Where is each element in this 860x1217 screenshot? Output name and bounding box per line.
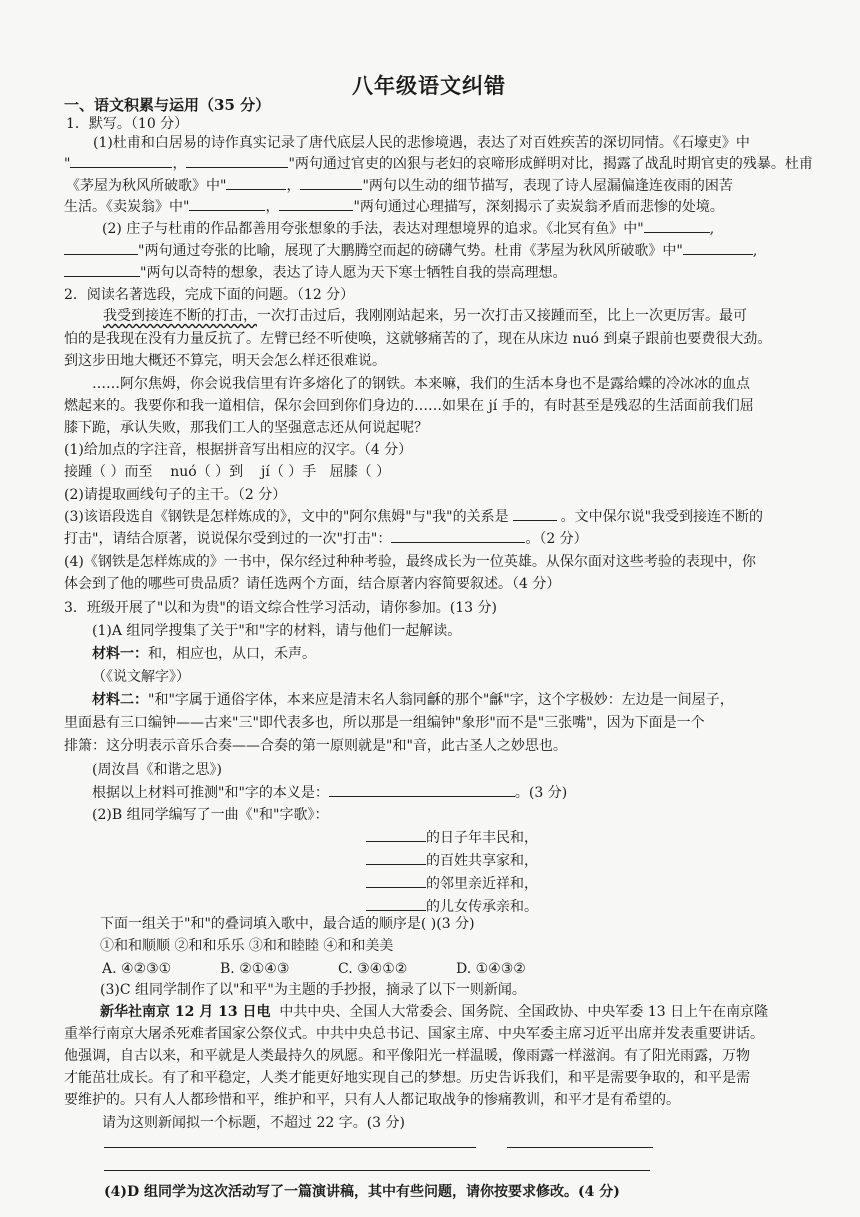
answer-blank[interactable] <box>366 829 426 842</box>
page-title: 八年级语文纠错 <box>352 73 506 98</box>
song-line: 的邻里亲近祥和， <box>366 875 538 893</box>
answer-blank[interactable] <box>513 508 557 521</box>
answer-blank[interactable] <box>366 875 426 888</box>
q2-passage-line3: 到这步田地大概还不算完，明天会怎么样还很难说。 <box>64 353 386 369</box>
underlined-sentence: 我受到接连不断的打击， <box>103 308 257 324</box>
title-answer-line[interactable] <box>104 1170 650 1171</box>
song-line: 的百姓共享家和， <box>366 852 538 870</box>
q2-sub3-line2: 打击"，请结合原著，说说保尔受到过的一次"打击"： 。（2 分） <box>64 531 588 547</box>
answer-blank[interactable] <box>300 177 362 190</box>
answer-blank[interactable] <box>189 198 265 211</box>
q3-b-heading: (2)B 组同学编写了一曲《"和"字歌》： <box>92 807 329 823</box>
song-line: 的日子年丰民和， <box>366 829 538 847</box>
q2-sub4-line2: 体会到了他的哪些可贵品质？请任选两个方面，结合原著内容简要叙述。（4 分） <box>64 576 561 592</box>
q3-b-options <box>102 960 526 978</box>
q1-1-line1: (1)杜甫和白居易的诗作真实记录了唐代底层人民的悲惨境遇，表达了对百姓疾苦的深切同情。《石壕吏》中 <box>93 135 750 151</box>
answer-blank[interactable] <box>683 242 753 255</box>
pinyin-answer-slot[interactable]: nuó（ ）到 <box>170 464 244 480</box>
q2-passage-line1: 我受到接连不断的打击，一次打击过后，我刚刚站起来，另一次打击又接踵而至，比上一次更厉害。最可 <box>103 308 747 324</box>
q3-a-heading: (1)A 组同学搜集了关于"和"字的材料，请与他们一起解读。 <box>92 623 462 639</box>
q2-passage-line4: ……阿尔焦姆，你会说我信里有许多熔化了的钢铁。本来嘛，我们的生活本身也不是露给蝶的冷冰冰的血点 <box>92 376 750 392</box>
q3-d-heading: (4)D 组同学为这次活动写了一篇演讲稿，其中有些问题，请你按要求修改。(4 分) <box>104 1184 620 1200</box>
answer-blank[interactable] <box>64 264 140 277</box>
q1-1-line3: 《茅屋为秋风所破歌》中" ， "两句以生动的细节描写，表现了诗人屋漏偏逢连夜雨的困苦 <box>66 178 733 194</box>
q2-sub4-line1: (4)《钢铁是怎样炼成的》一书中，保尔经过种种考验，最终成长为一位英雄。从保尔面对这些考验的表现中，你 <box>64 554 756 570</box>
answer-blank[interactable] <box>366 852 426 865</box>
news-line2: 重举行南京大屠杀死难者国家公祭仪式。中共中央总书记、国家主席、中央军委主席习近平出席并发表重要讲话。 <box>64 1026 764 1042</box>
q1-1-line2: " ， "两句通过官吏的凶狠与老妇的哀啼形成鲜明对比，揭露了战乱时期官吏的残暴。杜甫 <box>64 156 813 172</box>
answer-blank[interactable] <box>186 155 288 168</box>
news-line4: 才能茁壮成长。有了和平稳定，人类才能更好地实现自己的梦想。历史告诉我们，和平是需要争取的，和平是需 <box>64 1070 750 1086</box>
q3-b-question: 下面一组关于"和"的叠词填入歌中，最合适的顺序是( )(3 分) <box>100 916 475 932</box>
material-1: 材料一：和，相应也，从口，禾声。 <box>92 646 316 662</box>
title-answer-line[interactable] <box>104 1147 476 1148</box>
q2-passage-line5: 燃起来的。我要你和我一道相信，保尔会回到你们身边的……如果在 jí 手的，有时甚至是残忍的生活面前我们屈 <box>64 398 754 414</box>
q3-heading: 3．班级开展了"以和为贵"的语文综合性学习活动，请你参加。(13 分) <box>64 600 497 616</box>
news-line5: 要维护的。只有人人都珍惜和平，维护和平，只有人人都记取战争的惨痛教训，和平才是有希望的。 <box>64 1092 680 1108</box>
material-2-source: (周汝昌《和谐之思》) <box>92 762 222 778</box>
q2-sub3-line1: (3)该语段选自《钢铁是怎样炼成的》，文中的"阿尔焦姆"与"我"的关系是 。文中保尔说"我受到接连不断的 <box>64 509 764 525</box>
answer-blank[interactable] <box>366 898 426 911</box>
material-2-line1: 材料二："和"字属于通俗字体，本来应是清末名人翁同龢的那个"龢"字，这个字极妙：左边是一间屋子， <box>92 692 734 708</box>
pinyin-answer-slot[interactable]: 接踵（ ）而至 <box>64 464 153 480</box>
pinyin-answer-slot[interactable]: 屈膝（ ） <box>329 464 391 480</box>
q2-sub1: (1)给加点的字注音，根据拼音写出相应的汉字。（4 分） <box>64 442 413 458</box>
answer-blank[interactable] <box>329 784 515 797</box>
q2-passage-line6: 膝下跪，承认失败，那我们工人的坚强意志还从何说起呢？ <box>64 420 428 436</box>
option-c[interactable]: C. ③④①② <box>338 961 408 977</box>
q1-2-line3: "两句以奇特的想象，表达了诗人愿为天下寒士牺牲自我的崇高理想。 <box>64 264 566 282</box>
pinyin-answer-slot[interactable]: jí（ ）手 <box>261 464 317 480</box>
answer-blank[interactable] <box>64 242 138 255</box>
q3-c-heading: (3)C 组同学制作了以"和平"为主题的手抄报，摘录了以下一则新闻。 <box>100 982 526 998</box>
option-a[interactable]: A. ④②③① <box>102 961 172 977</box>
q3-a-question: 根据以上材料可推测"和"字的本义是： 。(3 分) <box>92 785 568 801</box>
material-2-line2: 里面悬有三口编钟——古来"三"即代表多也，所以那是一组编钟"象形"而不是"三张嘴"，因为下面是一个 <box>64 715 705 731</box>
answer-blank[interactable] <box>226 177 286 190</box>
q1-2-line1: (2) 庄子与杜甫的作品都善用夸张想象的手法，表达对理想境界的追求。《北冥有鱼》中" , <box>102 221 715 237</box>
q3-b-items: ①和和顺顺 ②和和乐乐 ③和和睦睦 ④和和美美 <box>100 938 394 954</box>
title-answer-line[interactable] <box>507 1147 653 1148</box>
song-line: 的儿女传承亲和。 <box>366 898 538 916</box>
q2-pinyin-row <box>64 463 390 481</box>
section-heading: 一、语文积累与运用（35 分） <box>64 96 271 114</box>
q1-1-line4: 生活。《卖炭翁》中" ， "两句通过心理描写，深刻揭示了卖炭翁矛盾而悲惨的处境。 <box>64 199 724 215</box>
option-d[interactable]: D. ①④③② <box>456 961 526 977</box>
q2-sub2: (2)请提取画线句子的主干。（2 分） <box>64 487 287 503</box>
q1-heading: 1．默写。（10 分） <box>66 116 189 132</box>
news-line1: 新华社南京 12 月 13 日电 中共中央、全国人大常委会、国务院、全国政协、中央军委 13 日上午在南京隆 <box>100 1004 769 1020</box>
q1-2-line2: "两句通过夸张的比喻，展现了大鹏腾空而起的磅礴气势。杜甫《茅屋为秋风所破歌》中" , <box>64 242 757 260</box>
news-line3: 他强调，自古以来，和平就是人类最持久的夙愿。和平像阳光一样温暖，像雨露一样滋润。有了阳光雨露，万物 <box>64 1048 750 1064</box>
material-2-line3: 排箫：这分明表示音乐合奏——合奏的第一原则就是"和"音，此古圣人之妙思也。 <box>64 738 567 754</box>
q2-heading: 2．阅读名著选段，完成下面的问题。（12 分） <box>64 287 355 303</box>
answer-blank[interactable] <box>70 155 172 168</box>
answer-blank[interactable] <box>279 198 353 211</box>
answer-blank[interactable] <box>391 530 525 543</box>
answer-blank[interactable] <box>644 220 710 233</box>
option-b[interactable]: B. ②①④③ <box>220 961 290 977</box>
q2-passage-line2: 怕的是我现在没有力量反抗了。左臂已经不听使唤，这就够痛苦的了，现在从床边 nuó 到桌子跟前也要费很大劲。 <box>64 331 772 347</box>
q3-c-question: 请为这则新闻拟一个标题，不超过 22 字。(3 分) <box>102 1115 405 1131</box>
material-1-source: （《说文解字》） <box>92 669 190 685</box>
